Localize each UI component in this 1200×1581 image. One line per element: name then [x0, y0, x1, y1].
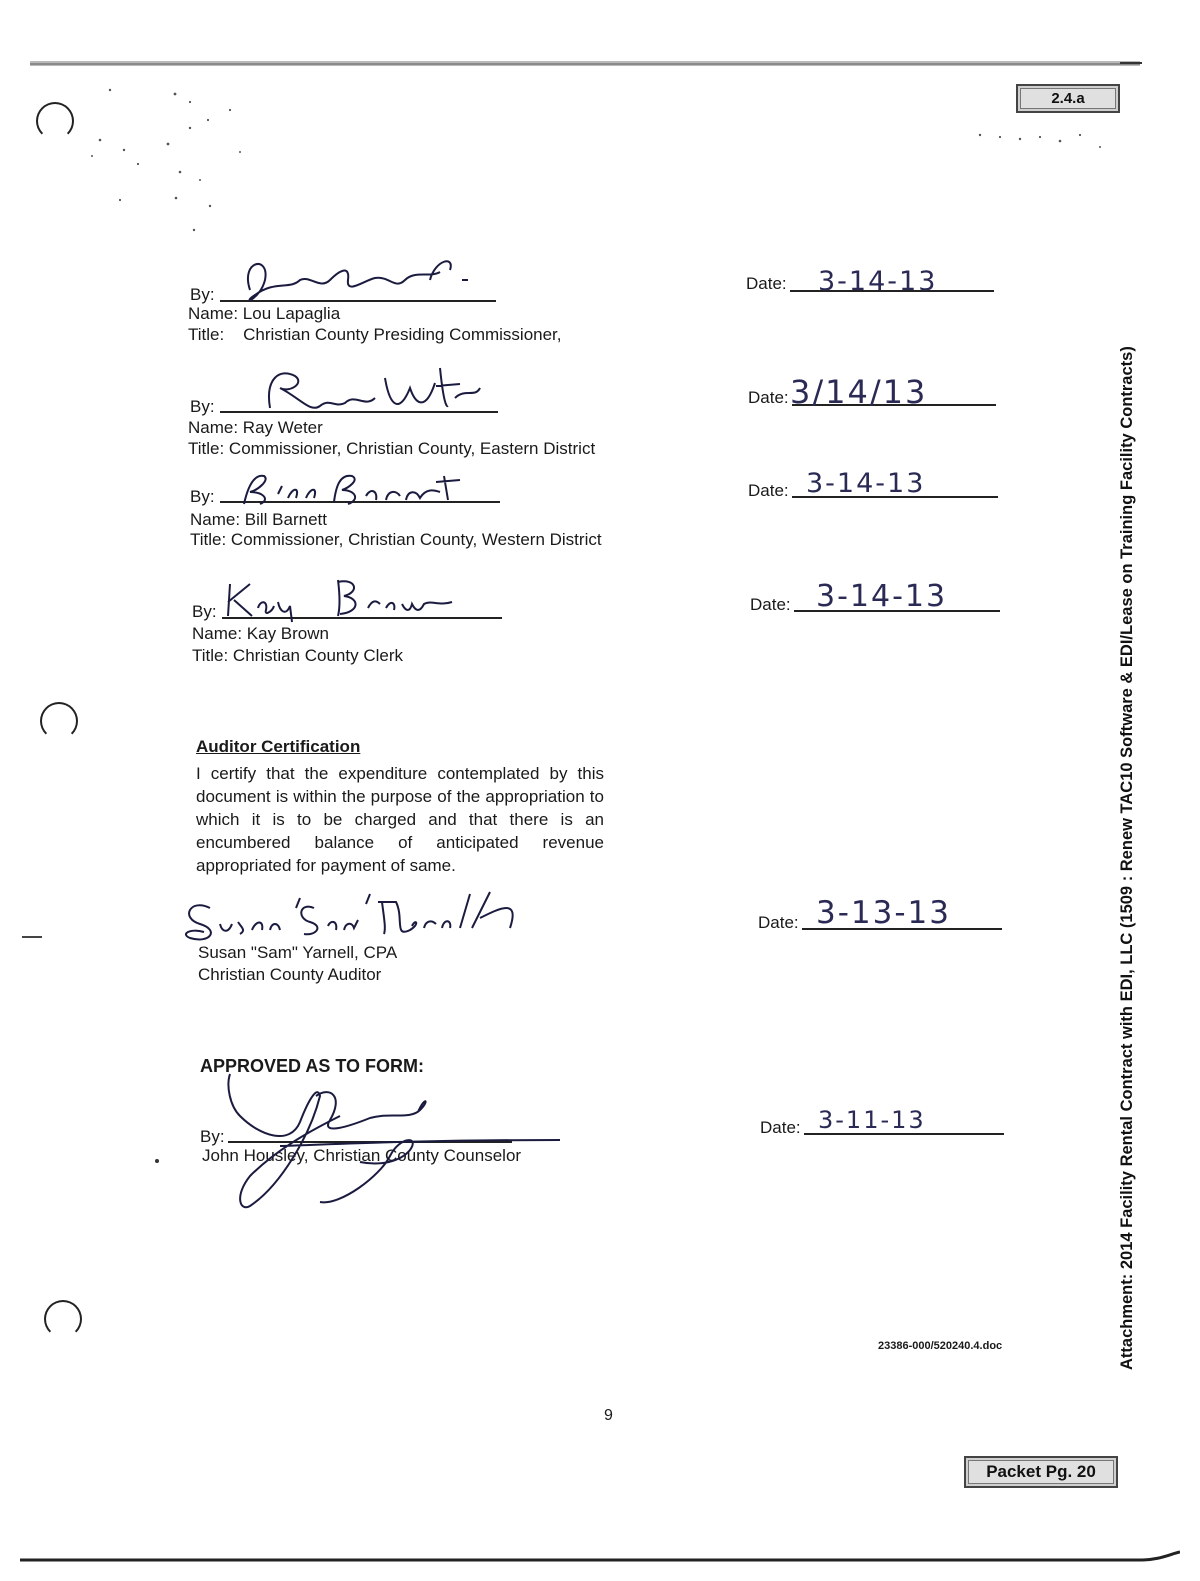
date-label: Date: — [750, 595, 791, 614]
signature-image-housley — [220, 1066, 570, 1220]
auditor-statement: I certify that the expenditure contemplated by this document is within the purpose of the appropriation to which it is to be charged and that there is an encumbered balance of anticipated revenue appropriated for payment of same. — [196, 764, 604, 875]
approval-by-label: By: — [200, 1127, 225, 1146]
header-badge — [1016, 84, 1120, 113]
scan-speckles — [80, 80, 260, 240]
by-label: By: — [190, 285, 215, 304]
packet-page-label: Packet Pg. 20 — [968, 1460, 1114, 1484]
stray-mark — [20, 932, 50, 942]
packet-page-badge — [964, 1456, 1118, 1488]
date-value: 3-14-13 — [816, 579, 948, 614]
by-label: By: — [190, 487, 215, 506]
date-value: 3-14-13 — [818, 266, 938, 297]
page-number: 9 — [604, 1407, 613, 1424]
signature-image-brown — [220, 572, 460, 624]
title-line: Title: Christian County Clerk — [192, 646, 403, 665]
approval-date-label: Date: — [760, 1118, 801, 1137]
date-value: 3-14-13 — [806, 468, 926, 499]
name-line: Name: Ray Weter — [188, 418, 323, 437]
stray-dot — [154, 1158, 160, 1164]
auditor-date-label: Date: — [758, 913, 799, 932]
punch-hole-middle — [40, 702, 78, 740]
title-line: Title: Christian County Presiding Commissioner, — [188, 325, 562, 344]
header-badge-label: 2.4.a — [1020, 88, 1116, 109]
signature-image-yarnell — [180, 888, 530, 948]
name-line: Name: Kay Brown — [192, 624, 329, 643]
title-line: Title: Commissioner, Christian County, Eastern District — [188, 439, 596, 458]
signature-image-weter — [250, 358, 490, 426]
auditor-date-value: 3-13-13 — [816, 895, 951, 931]
date-label: Date: — [746, 274, 787, 293]
bottom-scan-edge — [20, 1550, 1180, 1570]
by-label: By: — [192, 602, 217, 621]
edge-mark — [1120, 62, 1142, 66]
date-value: 3/14/13 — [790, 373, 928, 411]
attachment-side-text: Attachment: 2014 Facility Rental Contract with EDI, LLC (1509 : Renew TAC10 Software & EDI/Lease on Training Facility Contracts) — [1118, 346, 1136, 1370]
approval-name: John Housley, Christian County Counselor — [202, 1146, 522, 1165]
doc-reference: 23386-000/520240.4.doc — [878, 1340, 1003, 1352]
auditor-title: Christian County Auditor — [198, 965, 382, 984]
name-line: Name: Lou Lapaglia — [188, 304, 341, 323]
name-line: Name: Bill Barnett — [190, 510, 327, 529]
date-label: Date: — [748, 481, 789, 500]
auditor-heading: Auditor Certification — [196, 737, 361, 756]
date-label: Date: — [748, 388, 789, 407]
by-label: By: — [190, 397, 215, 416]
scan-speckles-right — [960, 125, 1110, 155]
approval-heading: APPROVED AS TO FORM: — [200, 1056, 425, 1076]
punch-hole-bottom — [44, 1300, 82, 1338]
auditor-name: Susan "Sam" Yarnell, CPA — [198, 943, 398, 962]
signature-image-barnett — [230, 466, 470, 510]
punch-hole-top — [36, 102, 74, 140]
approval-date-value: 3-11-13 — [818, 1106, 926, 1134]
title-line: Title: Commissioner, Christian County, Western District — [190, 530, 602, 549]
scan-noise-band — [30, 58, 1140, 70]
